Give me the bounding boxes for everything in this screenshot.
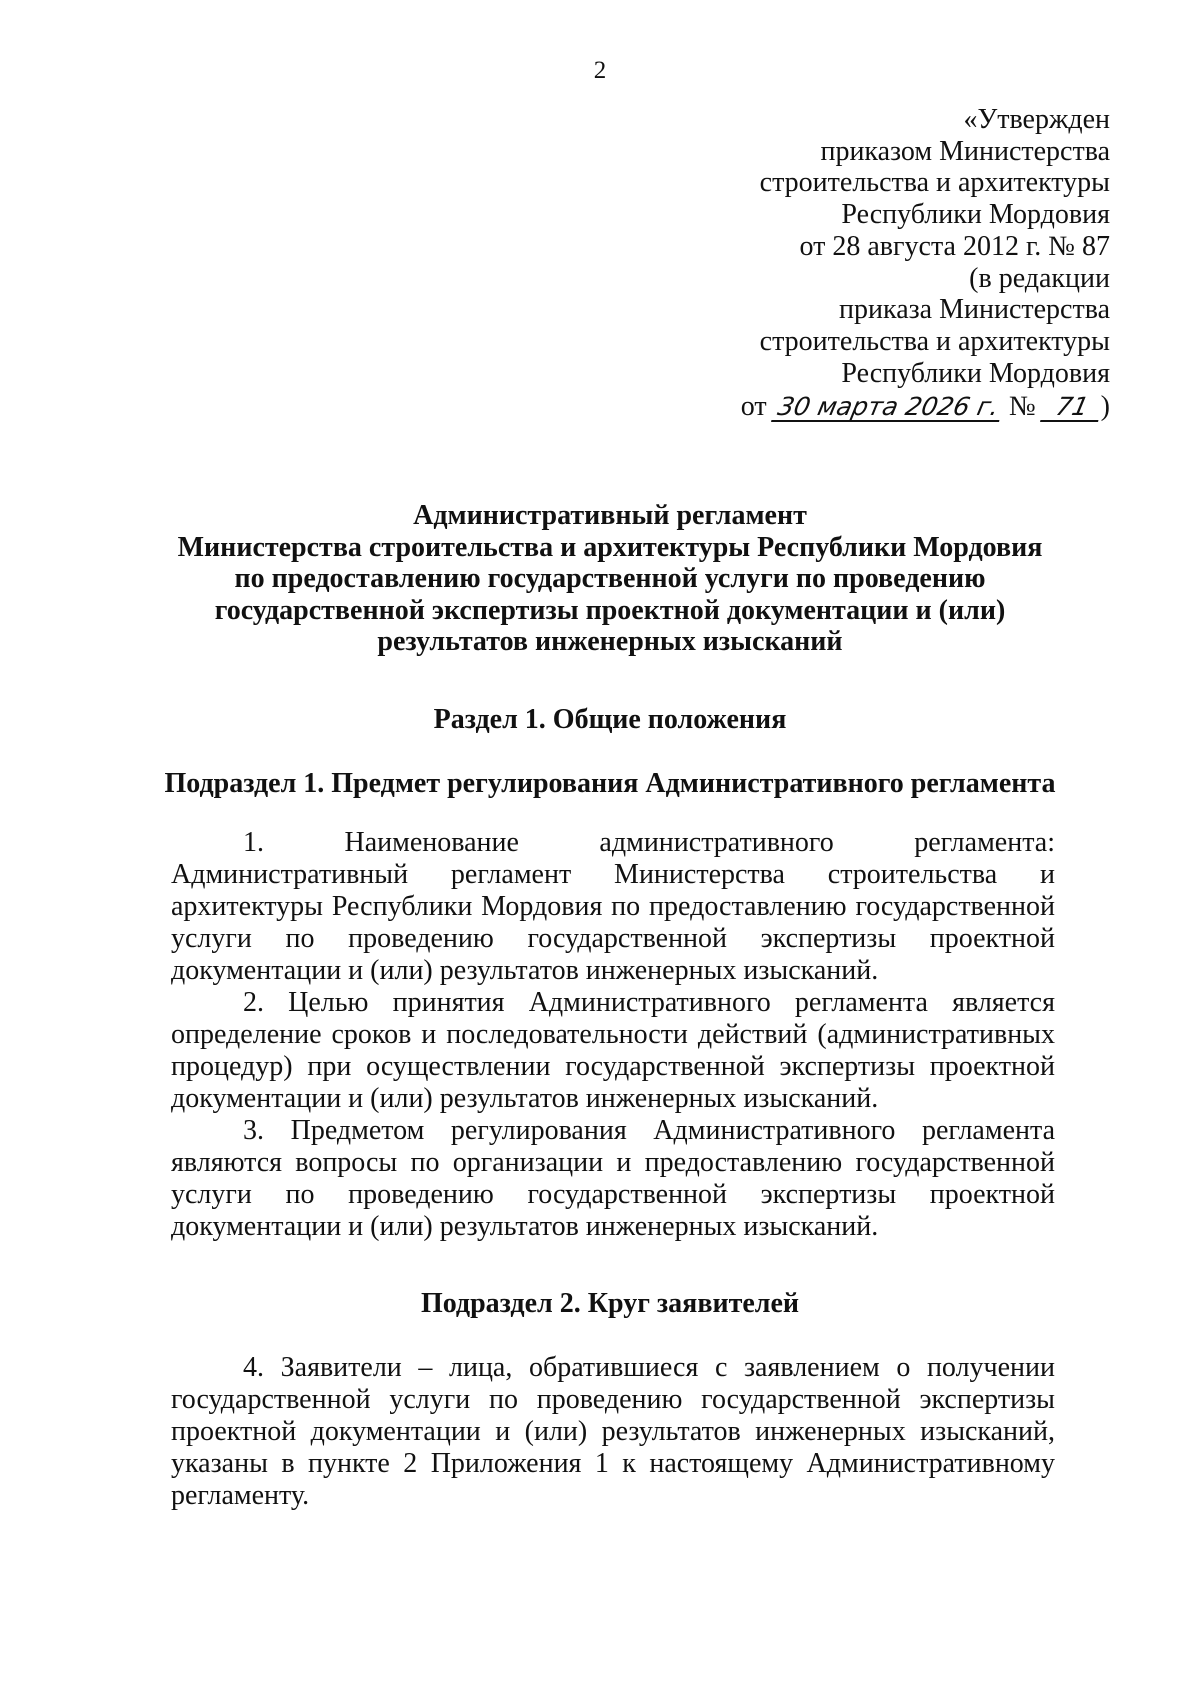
- amendment-line: [550, 391, 1110, 423]
- subsection-1-heading: Подраздел 1. Предмет регулирования Административного регламента: [164, 768, 1056, 799]
- title-line: Административный регламент: [413, 500, 807, 531]
- title-line: Министерства строительства и архитектуры Республики Мордовия: [177, 531, 1043, 563]
- title-line: результатов инженерных изысканий: [377, 626, 843, 658]
- document-title: [150, 500, 1070, 658]
- subsection-2-heading: Подраздел 2. Круг заявителей: [420, 1288, 800, 1319]
- title-line: по предоставлению государственной услуги по проведению: [234, 563, 986, 595]
- title-line: государственной экспертизы проектной документации и (или): [214, 594, 1006, 626]
- handwritten-number: 71: [1040, 394, 1104, 422]
- paragraph: 4. Заявители – лица, обратившиеся с заявлением о получении государственной услуги по проведению государственной экспертизы проектной документации и (или) результатов инженерных изысканий, указаны в пункте 2 Приложения 1 к настоящему Административному регламенту.: [171, 1352, 1055, 1511]
- approval-line: приказом Министерства: [820, 135, 1110, 167]
- approval-line: Республики Мордовия: [841, 199, 1110, 231]
- subsection-2-body: [171, 1352, 1055, 1512]
- amendment-suffix: ): [1100, 391, 1110, 423]
- approval-line: Республики Мордовия: [841, 357, 1110, 389]
- paragraph: 3. Предметом регулирования Административного регламента являются вопросы по организации и предоставлению государственной услуги по проведению государственной экспертизы проектной документации и (или) результатов инженерных изысканий.: [171, 1115, 1055, 1242]
- handwritten-date: 30 марта 2026 г.: [771, 394, 1005, 422]
- amendment-prefix: от: [740, 391, 767, 423]
- approval-line: «Утвержден: [963, 104, 1110, 135]
- approval-line: от 28 августа 2012 г. № 87: [799, 230, 1110, 262]
- paragraph: 2. Целью принятия Административного регламента является определение сроков и последовательности действий (административных процедур) при осуществлении государственной экспертизы проектной документации и (или) результатов инженерных изысканий.: [171, 987, 1055, 1114]
- page-number: 2: [593, 57, 607, 84]
- paragraph: 1. Наименование административного регламента: Административный регламент Министерства строительства и архитектуры Республики Мордовия по предоставлению государственной услуги по проведению государственной экспертизы проектной документации и (или) результатов инженерных изысканий.: [171, 827, 1055, 986]
- approval-line: (в редакции: [969, 262, 1110, 294]
- approval-line: строительства и архитектуры: [759, 167, 1110, 199]
- subsection-1-body: [171, 827, 1055, 1243]
- approval-stamp-block: [550, 104, 1110, 423]
- approval-line: приказа Министерства: [839, 294, 1110, 326]
- section-1-heading: Раздел 1. Общие положения: [433, 704, 787, 735]
- amendment-number-label: №: [1008, 391, 1036, 423]
- approval-line: строительства и архитектуры: [759, 325, 1110, 357]
